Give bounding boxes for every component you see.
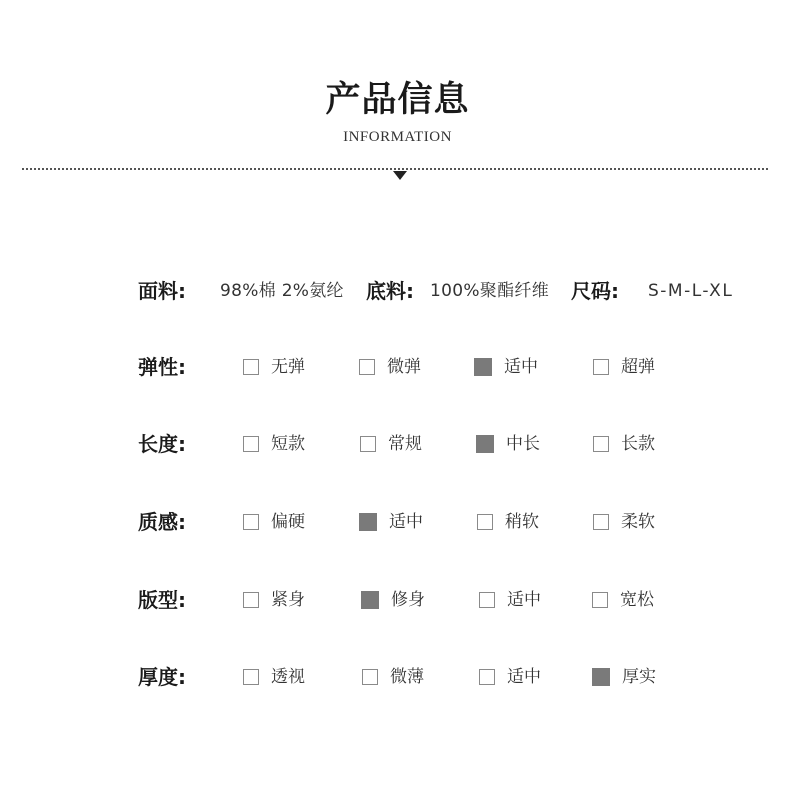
option-label: 透视 xyxy=(271,667,305,687)
option-label: 适中 xyxy=(504,357,538,377)
lining-value: 100%聚酯纤维 xyxy=(430,281,550,301)
attribute-label: 质感: xyxy=(138,510,186,534)
option-item[interactable] xyxy=(243,429,305,459)
option-label: 适中 xyxy=(507,590,541,610)
checkbox-icon[interactable] xyxy=(592,592,608,608)
attribute-label: 版型: xyxy=(138,588,186,612)
page-title: 产品信息 xyxy=(325,80,470,120)
option-label: 超弹 xyxy=(621,357,655,377)
checkbox-icon[interactable] xyxy=(479,669,495,685)
option-item[interactable] xyxy=(476,429,540,459)
checkbox-icon[interactable] xyxy=(359,359,375,375)
attribute-row-thickness xyxy=(0,662,790,692)
option-label: 中长 xyxy=(506,434,540,454)
checkbox-icon[interactable] xyxy=(359,513,377,531)
option-item[interactable] xyxy=(474,352,538,382)
triangle-down-icon xyxy=(393,171,407,180)
checkbox-icon[interactable] xyxy=(243,514,259,530)
option-item[interactable] xyxy=(479,662,541,692)
option-label: 短款 xyxy=(271,434,305,454)
lining-label: 底料: xyxy=(366,279,414,303)
option-label: 长款 xyxy=(621,434,655,454)
attribute-row-length xyxy=(0,429,790,459)
option-label: 厚实 xyxy=(622,667,656,687)
material-row xyxy=(0,277,790,305)
option-label: 适中 xyxy=(507,667,541,687)
option-label: 紧身 xyxy=(271,590,305,610)
option-label: 偏硬 xyxy=(271,512,305,532)
checkbox-icon[interactable] xyxy=(243,669,259,685)
checkbox-icon[interactable] xyxy=(360,436,376,452)
attribute-label: 长度: xyxy=(138,432,186,456)
checkbox-icon[interactable] xyxy=(593,436,609,452)
option-label: 柔软 xyxy=(621,512,655,532)
option-label: 宽松 xyxy=(620,590,654,610)
checkbox-icon[interactable] xyxy=(593,359,609,375)
option-item[interactable] xyxy=(359,507,423,537)
option-item[interactable] xyxy=(593,507,655,537)
option-label: 微薄 xyxy=(390,667,424,687)
option-item[interactable] xyxy=(592,585,654,615)
checkbox-icon[interactable] xyxy=(474,358,492,376)
checkbox-icon[interactable] xyxy=(361,591,379,609)
checkbox-icon[interactable] xyxy=(476,435,494,453)
option-item[interactable] xyxy=(243,585,305,615)
option-label: 稍软 xyxy=(505,512,539,532)
size-label: 尺码: xyxy=(571,279,619,303)
checkbox-icon[interactable] xyxy=(243,436,259,452)
option-item[interactable] xyxy=(243,352,305,382)
option-item[interactable] xyxy=(359,352,421,382)
option-item[interactable] xyxy=(593,429,655,459)
option-label: 无弹 xyxy=(271,357,305,377)
checkbox-icon[interactable] xyxy=(477,514,493,530)
option-item[interactable] xyxy=(360,429,422,459)
option-label: 常规 xyxy=(388,434,422,454)
option-item[interactable] xyxy=(243,507,305,537)
option-item[interactable] xyxy=(361,585,425,615)
checkbox-icon[interactable] xyxy=(243,592,259,608)
fabric-value: 98%棉 2%氨纶 xyxy=(220,281,344,301)
attribute-row-elasticity xyxy=(0,352,790,382)
checkbox-icon[interactable] xyxy=(243,359,259,375)
attribute-row-texture xyxy=(0,507,790,537)
attribute-label: 厚度: xyxy=(138,665,186,689)
page-subtitle: INFORMATION xyxy=(343,129,452,145)
checkbox-icon[interactable] xyxy=(593,514,609,530)
checkbox-icon[interactable] xyxy=(592,668,610,686)
option-item[interactable] xyxy=(593,352,655,382)
attribute-row-fit xyxy=(0,585,790,615)
size-value: S-M-L-XL xyxy=(648,281,734,301)
option-item[interactable] xyxy=(243,662,305,692)
option-item[interactable] xyxy=(479,585,541,615)
option-item[interactable] xyxy=(362,662,424,692)
option-item[interactable] xyxy=(592,662,656,692)
dotted-divider xyxy=(22,168,768,170)
checkbox-icon[interactable] xyxy=(479,592,495,608)
checkbox-icon[interactable] xyxy=(362,669,378,685)
attribute-label: 弹性: xyxy=(138,355,186,379)
option-item[interactable] xyxy=(477,507,539,537)
option-label: 适中 xyxy=(389,512,423,532)
option-label: 微弹 xyxy=(387,357,421,377)
option-label: 修身 xyxy=(391,590,425,610)
fabric-label: 面料: xyxy=(138,279,186,303)
